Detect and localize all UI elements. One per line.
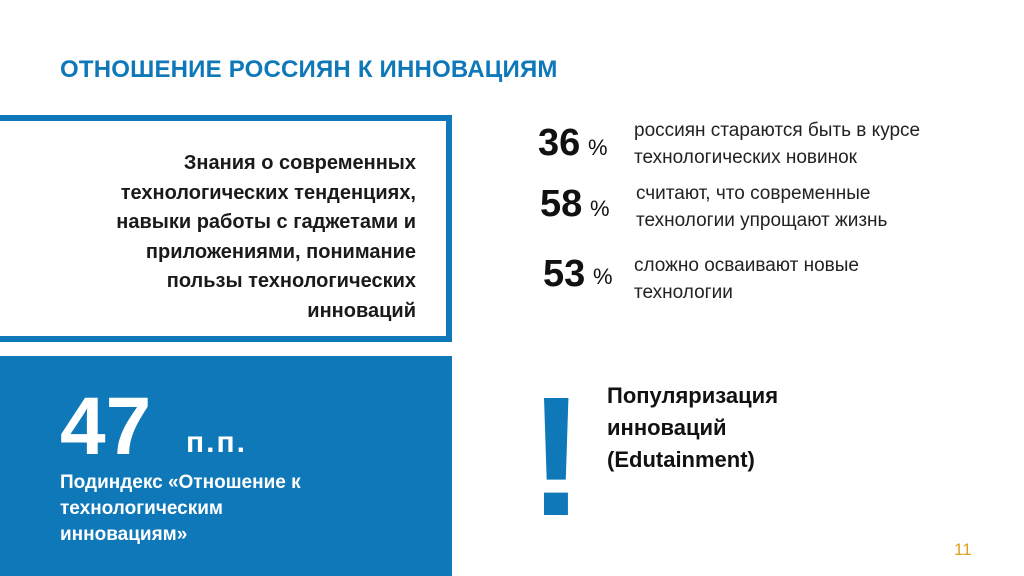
stat-percent: %	[588, 135, 608, 160]
page-title: ОТНОШЕНИЕ РОССИЯН К ИННОВАЦИЯМ	[60, 56, 558, 83]
caption-line: Подиндекс «Отношение к	[60, 472, 301, 493]
knowledge-text	[16, 149, 416, 326]
knowledge-line: приложениями, понимание	[145, 240, 416, 263]
stat-text	[634, 252, 994, 306]
knowledge-box	[0, 115, 452, 342]
knowledge-line: навыки работы с гаджетами и	[116, 211, 416, 233]
exclamation-icon: !	[528, 362, 585, 552]
popularization-line: инноваций	[607, 415, 727, 440]
subindex-caption	[60, 470, 380, 548]
stat-value: 53	[543, 253, 586, 295]
subindex-box	[0, 356, 452, 576]
knowledge-line: технологических тенденциях,	[120, 181, 416, 204]
stat-line: технологии упрощают жизнь	[636, 210, 888, 231]
popularization-line: Популяризация	[607, 383, 779, 408]
stat-percent: %	[590, 196, 610, 221]
subindex-unit: п.п.	[186, 426, 247, 459]
stat-value: 36	[538, 122, 581, 164]
knowledge-line: Знания о современных	[183, 152, 416, 174]
knowledge-line: инноваций	[307, 299, 416, 322]
caption-line: инновациям»	[60, 524, 188, 545]
subindex-value: 47	[60, 381, 152, 472]
stat-text	[636, 180, 996, 234]
page-number: 11	[954, 540, 972, 559]
popularization-line: (Edutainment)	[607, 447, 755, 472]
caption-line: технологическим	[60, 498, 223, 519]
stat-line: считают, что современные	[636, 183, 871, 204]
stat-line: технологических новинок	[634, 147, 857, 168]
stat-line: россиян стараются быть в курсе	[634, 120, 921, 141]
stat-text	[634, 117, 994, 171]
popularization-text	[607, 380, 907, 476]
stat-percent: %	[593, 264, 613, 289]
stat-line: технологии	[634, 282, 733, 303]
knowledge-line: пользы технологических	[166, 270, 416, 292]
stat-value: 58	[540, 183, 583, 225]
stat-line: сложно осваивают новые	[634, 255, 859, 276]
